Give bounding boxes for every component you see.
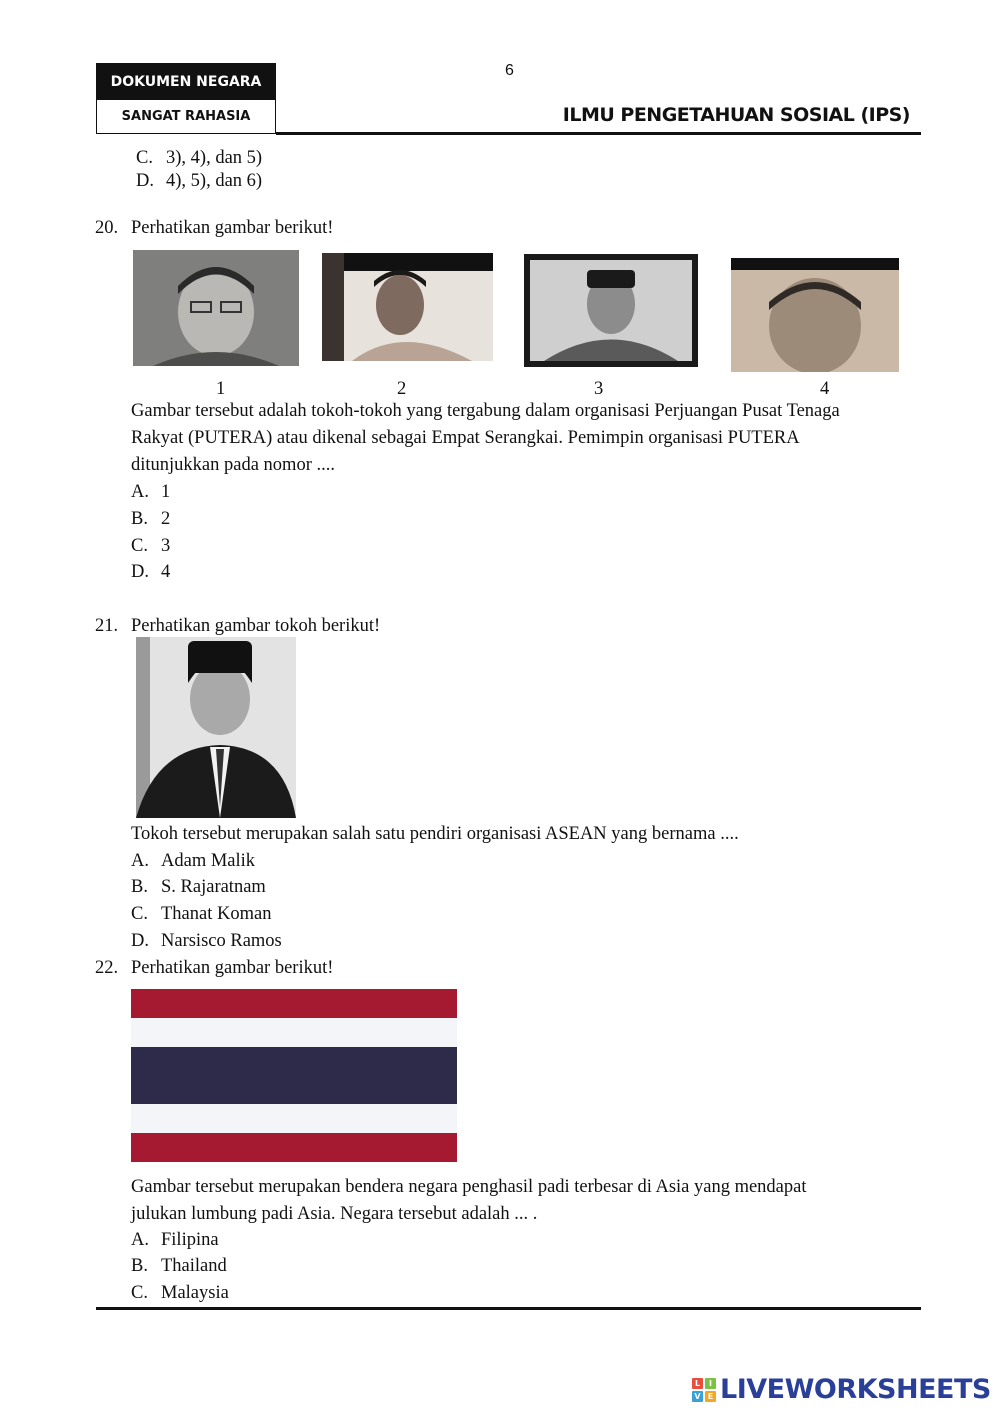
question-21-stem: Tokoh tersebut merupakan salah satu pendiri organisasi ASEAN yang bernama ....	[131, 824, 739, 844]
subject-title: ILMU PENGETAHUAN SOSIAL (IPS)	[562, 104, 910, 126]
icon-tile: L	[692, 1378, 703, 1389]
question-21-prompt: Perhatikan gambar tokoh berikut!	[131, 616, 381, 636]
brand-name: LIVEWORKSHEETS	[720, 1374, 991, 1405]
option-text: 3	[161, 536, 171, 556]
flag-stripe	[131, 1047, 457, 1105]
thailand-flag	[131, 989, 457, 1162]
q21-option-c[interactable]	[131, 903, 271, 925]
question-20-number: 20.	[95, 218, 119, 238]
option-label: A.	[131, 1230, 149, 1250]
portrait-photo-asean-founder	[136, 637, 296, 818]
q20-option-d[interactable]	[131, 561, 170, 583]
icon-tile: V	[692, 1391, 703, 1402]
photo-label-1: 1	[216, 379, 226, 399]
q22-option-c[interactable]	[131, 1282, 229, 1304]
liveworksheets-logo[interactable]	[692, 1374, 991, 1405]
option-label: B.	[131, 877, 148, 897]
page-number: 6	[505, 62, 514, 79]
option-label: B.	[131, 1256, 148, 1276]
icon-tile: E	[705, 1391, 716, 1402]
photo-label-4: 4	[820, 379, 830, 399]
option-text: Malaysia	[161, 1283, 229, 1303]
photo-label-2: 2	[397, 379, 407, 399]
stem-line: Gambar tersebut adalah tokoh-tokoh yang tergabung dalam organisasi Perjuangan Pusat Tenaga	[131, 401, 840, 421]
option-label: C.	[131, 536, 148, 556]
portrait-photo-3	[524, 254, 698, 367]
question-22-prompt: Perhatikan gambar berikut!	[131, 958, 334, 978]
portrait-photo-4	[731, 258, 899, 372]
question-20-prompt: Perhatikan gambar berikut!	[131, 218, 334, 238]
q21-option-a[interactable]	[131, 850, 255, 872]
option-label: C.	[136, 148, 153, 168]
q21-option-d[interactable]	[131, 930, 282, 952]
photo-label-3: 3	[594, 379, 604, 399]
option-text: 2	[161, 509, 171, 529]
option-label: B.	[131, 509, 148, 529]
icon-tile: I	[705, 1378, 716, 1389]
flag-stripe	[131, 1018, 457, 1047]
portrait-photo-2	[322, 253, 493, 361]
option-text: Thanat Koman	[161, 904, 272, 924]
header-divider	[276, 132, 921, 135]
stem-line: Gambar tersebut merupakan bendera negara penghasil padi terbesar di Asia yang mendapat	[131, 1177, 807, 1197]
q22-option-a[interactable]	[131, 1229, 219, 1251]
q20-option-c[interactable]	[131, 535, 170, 557]
doc-type-label: DOKUMEN NEGARA	[96, 63, 276, 100]
footer-divider	[96, 1307, 921, 1310]
option-label: A.	[131, 851, 149, 871]
option-label: D.	[131, 931, 149, 951]
flag-stripe	[131, 989, 457, 1018]
option-text: 1	[161, 482, 171, 502]
question-22-number: 22.	[95, 958, 119, 978]
option-label: C.	[131, 1283, 148, 1303]
question-21-number: 21.	[95, 616, 119, 636]
flag-stripe	[131, 1104, 457, 1133]
q20-option-a[interactable]	[131, 481, 170, 503]
option-text: 4), 5), dan 6)	[166, 171, 263, 191]
classification-label: SANGAT RAHASIA	[96, 100, 276, 134]
option-text: Filipina	[161, 1230, 219, 1250]
option-text: Thailand	[161, 1256, 227, 1276]
option-text: 3), 4), dan 5)	[166, 148, 263, 168]
flag-stripe	[131, 1133, 457, 1162]
prev-option-d[interactable]	[136, 170, 262, 192]
stem-line: ditunjukkan pada nomor ....	[131, 455, 335, 475]
q20-option-b[interactable]	[131, 508, 170, 530]
prev-option-c[interactable]	[136, 147, 262, 169]
stem-line: Rakyat (PUTERA) atau dikenal sebagai Empat Serangkai. Pemimpin organisasi PUTERA	[131, 428, 800, 448]
stem-line: julukan lumbung padi Asia. Negara tersebut adalah ... .	[131, 1204, 538, 1224]
option-text: 4	[161, 562, 171, 582]
option-label: C.	[131, 904, 148, 924]
liveworksheets-icon	[692, 1378, 716, 1402]
question-22-stem	[131, 1174, 921, 1228]
option-text: S. Rajaratnam	[161, 877, 266, 897]
option-label: D.	[131, 562, 149, 582]
option-label: A.	[131, 482, 149, 502]
question-20-stem	[131, 398, 921, 479]
q21-option-b[interactable]	[131, 876, 266, 898]
option-label: D.	[136, 171, 154, 191]
option-text: Narsisco Ramos	[161, 931, 282, 951]
portrait-photo-1	[133, 250, 299, 366]
option-text: Adam Malik	[161, 851, 256, 871]
q22-option-b[interactable]	[131, 1255, 227, 1277]
